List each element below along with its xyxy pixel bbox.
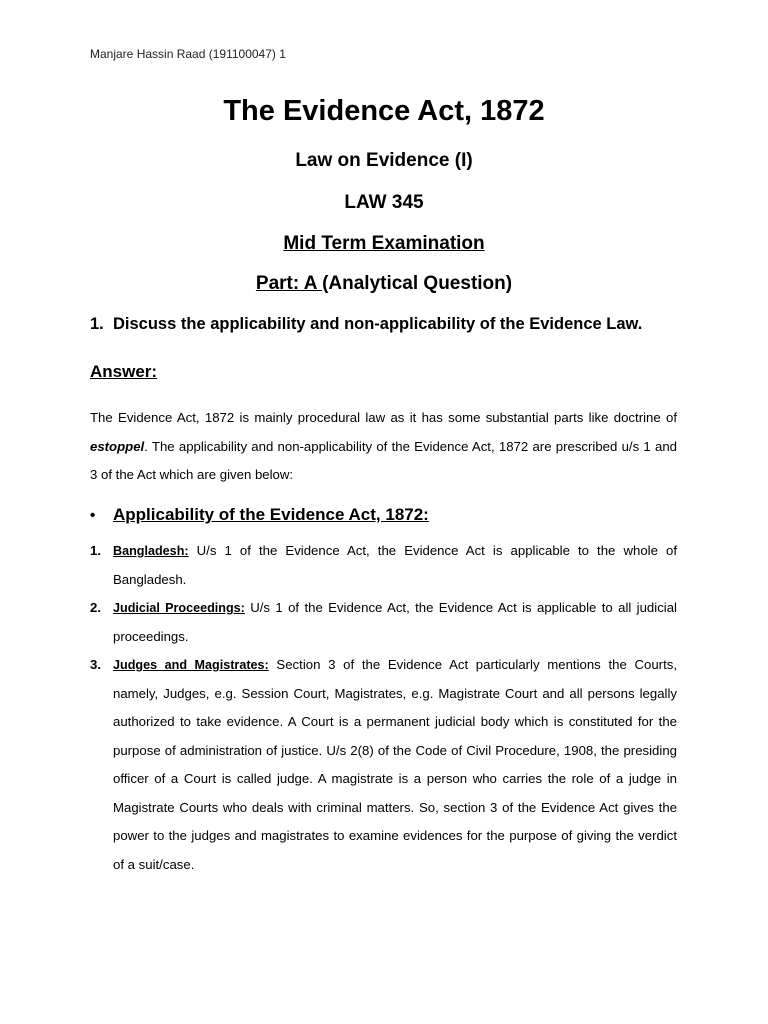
question: [90, 315, 690, 334]
list-item-term: Judges and Magistrates:: [113, 658, 269, 672]
list-item-text: U/s 1 of the Evidence Act, the Evidence Act is applicable to the whole of Bangladesh.: [113, 543, 677, 587]
bullet-heading-text: Applicability of the Evidence Act, 1872:: [113, 505, 429, 524]
list-item: [90, 594, 677, 651]
list-item-number: 2.: [90, 600, 101, 615]
bullet-heading: [90, 505, 429, 525]
page-header: Manjare Hassin Raad (191100047) 1: [90, 47, 286, 61]
applicability-list: [90, 537, 677, 879]
list-item-term: Judicial Proceedings:: [113, 601, 245, 615]
part-label: Part: A: [255, 273, 323, 294]
list-item-number: 1.: [90, 543, 101, 558]
question-number: 1.: [90, 315, 104, 333]
part-title: [0, 273, 768, 295]
intro-text-after: . The applicability and non-applicability of the Evidence Act, 1872 are prescribed u/s 1 and 3 of the Act which are given below:: [90, 438, 677, 482]
document-subtitle: Law on Evidence (I): [295, 150, 473, 171]
intro-emphasis: estoppel: [90, 438, 145, 454]
question-text: Discuss the applicability and non-applicability of the Evidence Law.: [113, 315, 643, 333]
list-item-text: U/s 1 of the Evidence Act, the Evidence Act is applicable to all judicial proceedings.: [113, 600, 677, 644]
intro-text-before: The Evidence Act, 1872 is mainly procedural law as it has some substantial parts like doctrine of: [90, 410, 677, 425]
intro-paragraph: [90, 404, 677, 490]
part-description: (Analytical Question): [322, 273, 513, 294]
exam-title: Mid Term Examination: [283, 233, 485, 254]
document-title: The Evidence Act, 1872: [223, 95, 545, 127]
answer-heading: Answer:: [90, 362, 158, 381]
bullet-icon: •: [90, 507, 96, 524]
list-item-number: 3.: [90, 657, 101, 672]
course-code: LAW 345: [344, 192, 424, 213]
list-item: [90, 537, 677, 594]
list-item-term: Bangladesh:: [113, 544, 189, 558]
list-item: [90, 651, 677, 879]
list-item-text: Section 3 of the Evidence Act particularly mentions the Courts, namely, Judges, e.g. Session Court, Magistrates, e.g. Magistrate Court and all persons legally authorized to take evidence. A Court is a permanent judicial body which is constituted for the purpose of administration of justice. U/s 2(8) of the Code of Civil Procedure, 1908, the presiding officer of a Court is called judge. A magistrate is a person who carries the role of a judge in Magistrate Courts who deals with criminal matters. So, section 3 of the Evidence Act gives the power to the judges and magistrates to examine evidences for the purpose of giving the verdict of a suit/case.: [113, 657, 677, 872]
